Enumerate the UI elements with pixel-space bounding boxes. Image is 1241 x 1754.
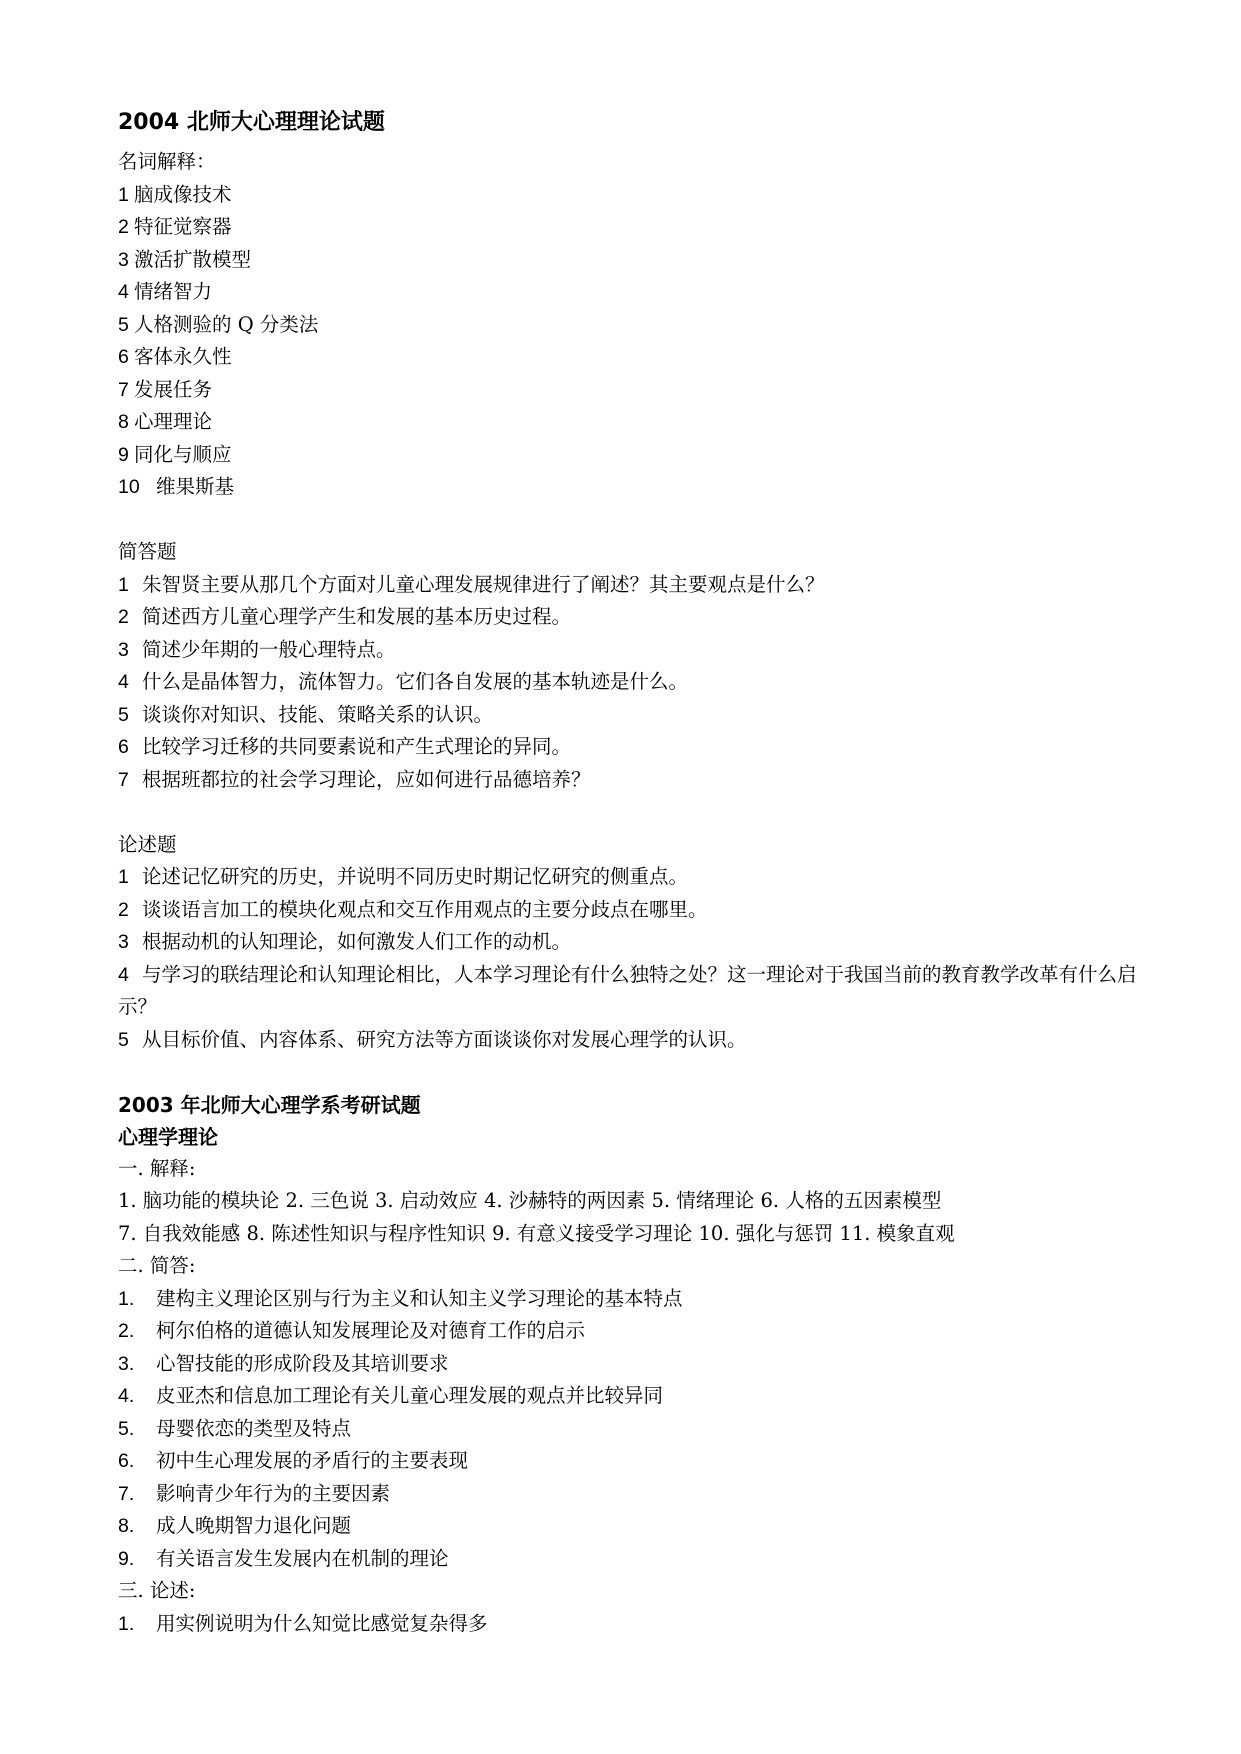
list-item: [118, 731, 1138, 764]
list-item: [118, 1510, 1138, 1543]
list-item-number: 1.: [118, 1287, 135, 1310]
list-item: [118, 894, 1138, 927]
list-item-number: 7: [118, 768, 129, 791]
document-page: [118, 104, 1138, 1640]
list-item-text: 简述少年期的一般心理特点。: [142, 637, 396, 661]
list-item: [118, 1608, 1138, 1641]
list-item-number: 4: [118, 671, 129, 693]
list-item-text: 初中生心理发展的矛盾行的主要表现: [156, 1449, 469, 1472]
short-answer-list: [118, 569, 1138, 797]
list-item: [118, 666, 1138, 699]
list-item: [118, 1024, 1138, 1057]
list-item: [118, 1543, 1138, 1576]
list-item: [118, 1478, 1138, 1511]
part1-line-1: 1. 脑功能的模块论 2. 三色说 3. 启动效应 4. 沙赫特的两因素 5. 情绪理论 6. 人格的五因素模型: [118, 1189, 942, 1212]
list-item-text: 脑成像技术: [134, 182, 232, 206]
list-item-text: 与学习的联结理论和认知理论相比，人本学习理论有什么独特之处？这一理论对于我国当前的教育教学改革有什么启示？: [118, 962, 1137, 1018]
list-item: [118, 699, 1138, 732]
exam-2003-subtitle: 心理学理论: [118, 1124, 218, 1149]
list-item-number: 3: [118, 638, 129, 661]
list-item: [118, 926, 1138, 959]
list-item-text: 朱智贤主要从那几个方面对儿童心理发展规律进行了阐述？其主要观点是什么？: [142, 572, 825, 596]
list-item-text: 谈谈你对知识、技能、策略关系的认识。: [142, 702, 494, 726]
list-item-text: 根据班都拉的社会学习理论，应如何进行品德培养？: [142, 767, 591, 791]
list-item: [118, 374, 1138, 407]
part1-heading: 一. 解释:: [118, 1156, 196, 1180]
part2-heading: 二. 简答:: [118, 1254, 196, 1277]
list-item-number: 4: [118, 963, 129, 986]
list-item-number: 1: [118, 866, 129, 888]
list-item-text: 心理理论: [134, 410, 213, 433]
list-item-number: 6: [118, 346, 129, 368]
list-item-number: 4.: [118, 1385, 135, 1407]
list-item-text: 情绪智力: [134, 280, 213, 303]
list-item-text: 用实例说明为什么知觉比感觉复杂得多: [156, 1611, 488, 1635]
list-item: [118, 959, 1138, 1024]
list-item-number: 7: [118, 378, 129, 401]
list-item-number: 2: [118, 216, 129, 238]
list-item-number: 5: [118, 1028, 129, 1051]
list-item-number: 3.: [118, 1352, 135, 1375]
list-item-number: 2: [118, 606, 129, 628]
list-item-number: 9: [118, 443, 129, 466]
exam-2003-title: 2003 年北师大心理学系考研试题: [118, 1092, 421, 1117]
list-item-number: 6: [118, 736, 129, 758]
list-item-number: 2: [118, 898, 129, 921]
list-item-number: 7.: [118, 1482, 135, 1505]
list-item-text: 比较学习迁移的共同要素说和产生式理论的异同。: [142, 735, 572, 758]
list-item-number: 9.: [118, 1547, 135, 1570]
list-item-number: 6.: [118, 1450, 135, 1472]
list-item: [118, 406, 1138, 439]
exam-2004-title: 2004 北师大心理理论试题: [118, 110, 385, 135]
list-item-number: 8: [118, 411, 129, 433]
list-item-text: 发展任务: [134, 377, 213, 401]
essay-list: [118, 861, 1138, 1056]
list-item: [118, 471, 1138, 504]
list-item-text: 客体永久性: [134, 345, 232, 368]
list-item-text: 什么是晶体智力，流体智力。它们各自发展的基本轨迹是什么。: [142, 670, 689, 693]
terms-list: [118, 179, 1138, 504]
list-item: [118, 341, 1138, 374]
list-item-number: 1: [118, 183, 129, 206]
list-item-text: 母婴依恋的类型及特点: [156, 1416, 352, 1440]
list-item: [118, 276, 1138, 309]
list-item-text: 人格测验的 Q 分类法: [134, 312, 319, 336]
list-item: [118, 1380, 1138, 1413]
list-item-number: 1: [118, 573, 129, 596]
list-item-number: 3: [118, 931, 129, 953]
list-item-text: 建构主义理论区别与行为主义和认知主义学习理论的基本特点: [156, 1286, 683, 1310]
section-essay-heading: 论述题: [118, 832, 177, 856]
list-item: [118, 764, 1138, 797]
list-item-text: 柯尔伯格的道德认知发展理论及对德育工作的启示: [156, 1319, 586, 1342]
part3-heading: 三. 论述:: [118, 1579, 196, 1602]
list-item: [118, 861, 1138, 894]
list-item-text: 根据动机的认知理论，如何激发人们工作的动机。: [142, 930, 572, 953]
list-item: [118, 569, 1138, 602]
list-item-number: 10: [118, 476, 140, 498]
list-item: [118, 244, 1138, 277]
list-item-text: 皮亚杰和信息加工理论有关儿童心理发展的观点并比较异同: [156, 1384, 664, 1407]
list-item: [118, 634, 1138, 667]
list-item: [118, 1283, 1138, 1316]
list-item-text: 激活扩散模型: [134, 247, 252, 271]
list-item-number: 5: [118, 313, 129, 336]
list-item-text: 简述西方儿童心理学产生和发展的基本历史过程。: [142, 605, 572, 628]
list-item-text: 谈谈语言加工的模块化观点和交互作用观点的主要分歧点在哪里。: [142, 897, 708, 921]
list-item-number: 3: [118, 248, 129, 271]
list-item-text: 维果斯基: [156, 475, 235, 498]
list-item-text: 成人晚期智力退化问题: [156, 1514, 352, 1537]
list-item-number: 4: [118, 281, 129, 303]
part1-line-2: 7. 自我效能感 8. 陈述性知识与程序性知识 9. 有意义接受学习理论 10. 强化与惩罚 11. 模象直观: [118, 1221, 955, 1245]
list-item: [118, 179, 1138, 212]
section-terms-heading: 名词解释：: [118, 150, 216, 173]
list-item-number: 1.: [118, 1612, 135, 1635]
list-item-number: 8.: [118, 1515, 135, 1537]
part3-list: [118, 1608, 1138, 1641]
list-item-number: 2.: [118, 1320, 135, 1342]
list-item-text: 心智技能的形成阶段及其培训要求: [156, 1351, 449, 1375]
list-item: [118, 1445, 1138, 1478]
list-item-text: 有关语言发生发展内在机制的理论: [156, 1546, 449, 1570]
list-item-text: 特征觉察器: [134, 215, 232, 238]
list-item: [118, 439, 1138, 472]
list-item-text: 论述记忆研究的历史，并说明不同历史时期记忆研究的侧重点。: [142, 865, 689, 888]
list-item: [118, 601, 1138, 634]
list-item-text: 影响青少年行为的主要因素: [156, 1481, 391, 1505]
list-item: [118, 1413, 1138, 1446]
part2-list: [118, 1283, 1138, 1576]
list-item: [118, 1315, 1138, 1348]
list-item: [118, 309, 1138, 342]
list-item-text: 同化与顺应: [134, 442, 232, 466]
list-item-number: 5: [118, 703, 129, 726]
section-short-answer-heading: 简答题: [118, 540, 177, 563]
list-item-text: 从目标价值、内容体系、研究方法等方面谈谈你对发展心理学的认识。: [142, 1027, 747, 1051]
list-item: [118, 1348, 1138, 1381]
list-item-number: 5.: [118, 1417, 135, 1440]
list-item: [118, 211, 1138, 244]
